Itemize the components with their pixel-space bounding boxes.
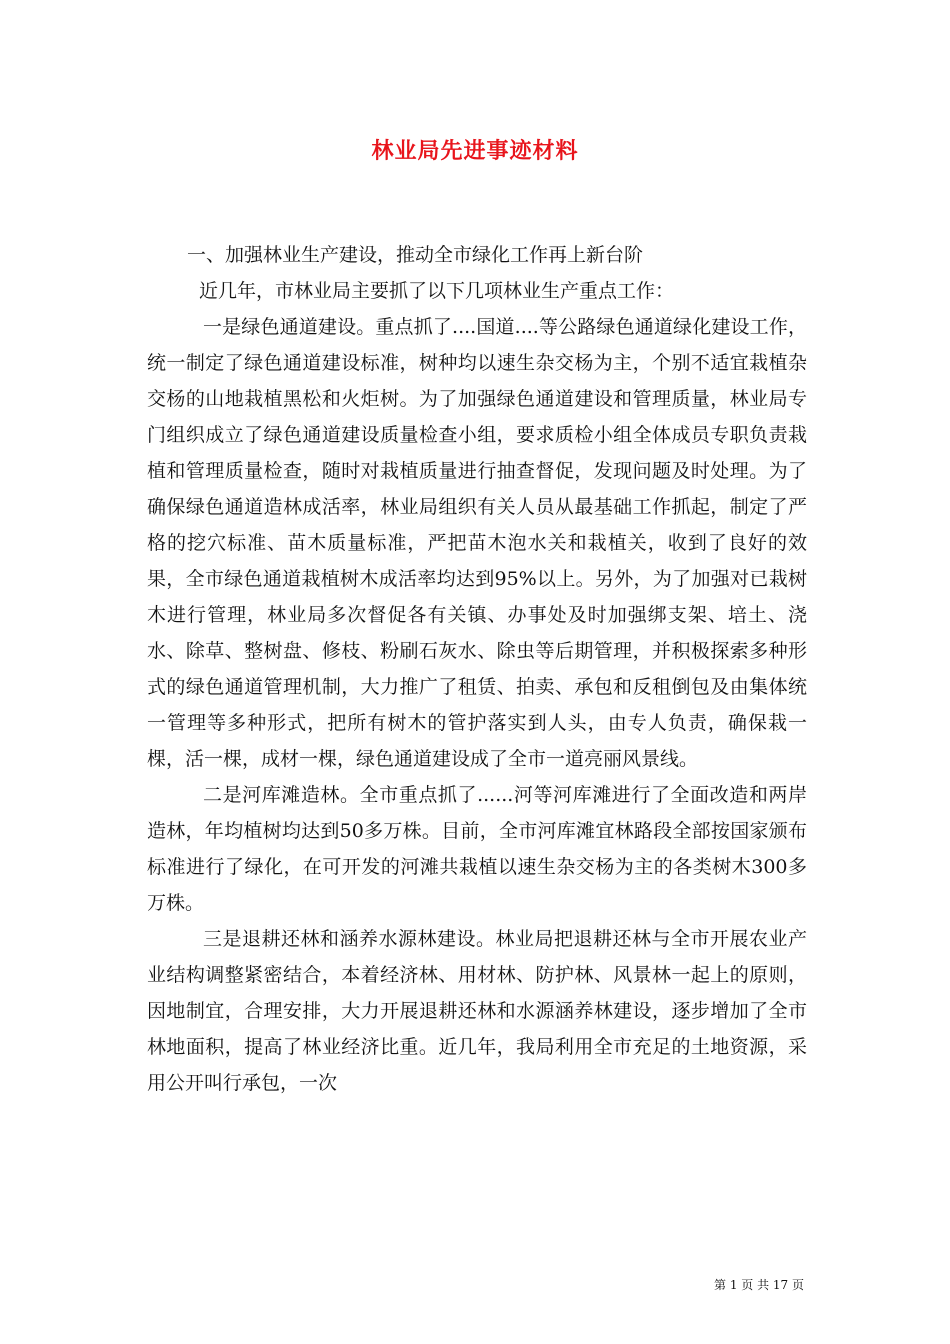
paragraph-green-channel: 一是绿色通道建设。重点抓了....国道....等公路绿色通道绿化建设工作，统一制定了绿色通道建设标准，树种均以速生杂交杨为主，个别不适宜栽植杂交杨的山地栽植黑松和火炬树。为了加强绿色通道建设和管理质量，林业局专门组织成立了绿色通道建设质量检查小组，要求质检小组全体成员专职负责栽植和管理质量检查，随时对栽植质量进行抽查督促，发现问题及时处理。为了确保绿色通道造林成活率，林业局组织有关人员从最基础工作抓起，制定了严格的挖穴标准、苗木质量标准，严把苗木泡水关和栽植关，收到了良好的效果，全市绿色通道栽植树木成活率均达到95%以上。另外，为了加强对已栽树木进行管理，林业局多次督促各有关镇、办事处及时加强绑支架、培土、浇水、除草、整树盘、修枝、粉刷石灰水、除虫等后期管理，并积极探索多种形式的绿色通道管理机制，大力推广了租赁、拍卖、承包和反租倒包及由集体统一管理等多种形式，把所有树木的管护落实到人头，由专人负责，确保栽一棵，活一棵，成材一棵，绿色通道建设成了全市一道亮丽风景线。 [147, 316, 807, 770]
section-heading: 一、加强林业生产建设，推动全市绿化工作再上新台阶 [187, 244, 644, 266]
document-body [147, 237, 807, 1101]
paragraph-riverbank: 二是河库滩造林。全市重点抓了......河等河库滩进行了全面改造和两岸造林，年均植树均达到50多万株。目前，全市河库滩宜林路段全部按国家颁布标准进行了绿化，在可开发的河滩共栽植以速生杂交杨为主的各类树木300多万株。 [147, 784, 807, 914]
intro-paragraph: 近几年，市林业局主要抓了以下几项林业生产重点工作： [199, 280, 675, 302]
paragraph-reforestation: 三是退耕还林和涵养水源林建设。林业局把退耕还林与全市开展农业产业结构调整紧密结合，本着经济林、用材林、防护林、风景林一起上的原则，因地制宜，合理安排，大力开展退耕还林和水源涵养林建设，逐步增加了全市林地面积，提高了林业经济比重。近几年，我局利用全市充足的土地资源，采用公开叫行承包，一次 [147, 928, 807, 1094]
page-number: 第 1 页 共 17 页 [714, 1278, 804, 1292]
document-title: 林业局先进事迹材料 [371, 138, 579, 164]
